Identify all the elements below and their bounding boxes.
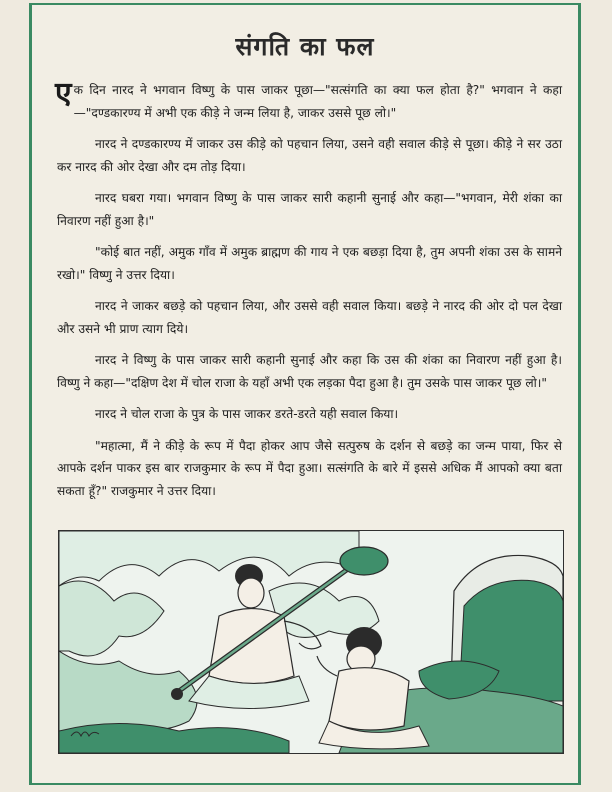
story-paragraph: नारद ने चोल राजा के पुत्र के पास जाकर डरते-डरते यही सवाल किया।: [95, 407, 399, 421]
drop-cap: ए: [55, 76, 72, 111]
story-text: [55, 76, 562, 511]
page-frame: [29, 3, 581, 785]
story-paragraph: नारद घबरा गया। भगवान विष्णु के पास जाकर सारी कहानी सुनाई और कहा—"भगवान, मेरी शंका का निवारण नहीं हुआ है।": [57, 191, 562, 228]
narada-and-prince-illustration: [58, 530, 564, 754]
story-paragraph: नारद ने दण्डकारण्य में जाकर उस कीड़े को पहचान लिया, उसने वही सवाल कीड़े से पूछा। कीड़े ने सर उठा कर नारद की ओर देखा और दम तोड़ दिया।: [57, 137, 562, 174]
story-paragraph: [55, 76, 562, 124]
story-paragraph: "महात्मा, मैं ने कीड़े के रूप में पैदा होकर आप जैसे सत्पुरुष के दर्शन से बछड़े का जन्म पाया, फिर से आपके दर्शन पाकर इस बार राजकुमार के रूप में पैदा हुआ। सत्संगति के बारे में इससे अधिक मैं आपको क्या बता सकता हूँ?" राजकुमार ने उत्तर दिया।: [57, 438, 562, 498]
story-paragraph: नारद ने विष्णु के पास जाकर सारी कहानी सुनाई और कहा कि उस की शंका का निवारण नहीं हुआ है। विष्णु ने कहा—"दक्षिण देश में चोल राजा के यहाँ अभी एक लड़का पैदा हुआ है। तुम उसके पास जाकर पूछ लो।": [57, 353, 562, 390]
story-paragraph: "कोई बात नहीं, अमुक गाँव में अमुक ब्राह्मण की गाय ने एक बछड़ा दिया है, तुम अपनी शंका उस के सामने रखो।" विष्णु ने उत्तर दिया।: [57, 245, 562, 282]
illustration-drawing: [59, 531, 563, 753]
paragraph-text: क दिन नारद ने भगवान विष्णु के पास जाकर पूछा—"सत्संगति का क्या फल होता है?" भगवान ने कहा—"दण्डकारण्य में अभी एक कीड़े ने जन्म लिया है, जाकर उससे पूछ लो।": [73, 83, 562, 120]
story-paragraph: नारद ने जाकर बछड़े को पहचान लिया, और उससे वही सवाल किया। बछड़े ने नारद की ओर दो पल देखा और उसने भी प्राण त्याग दिये।: [57, 299, 562, 336]
page-title: संगति का फल: [235, 32, 375, 61]
